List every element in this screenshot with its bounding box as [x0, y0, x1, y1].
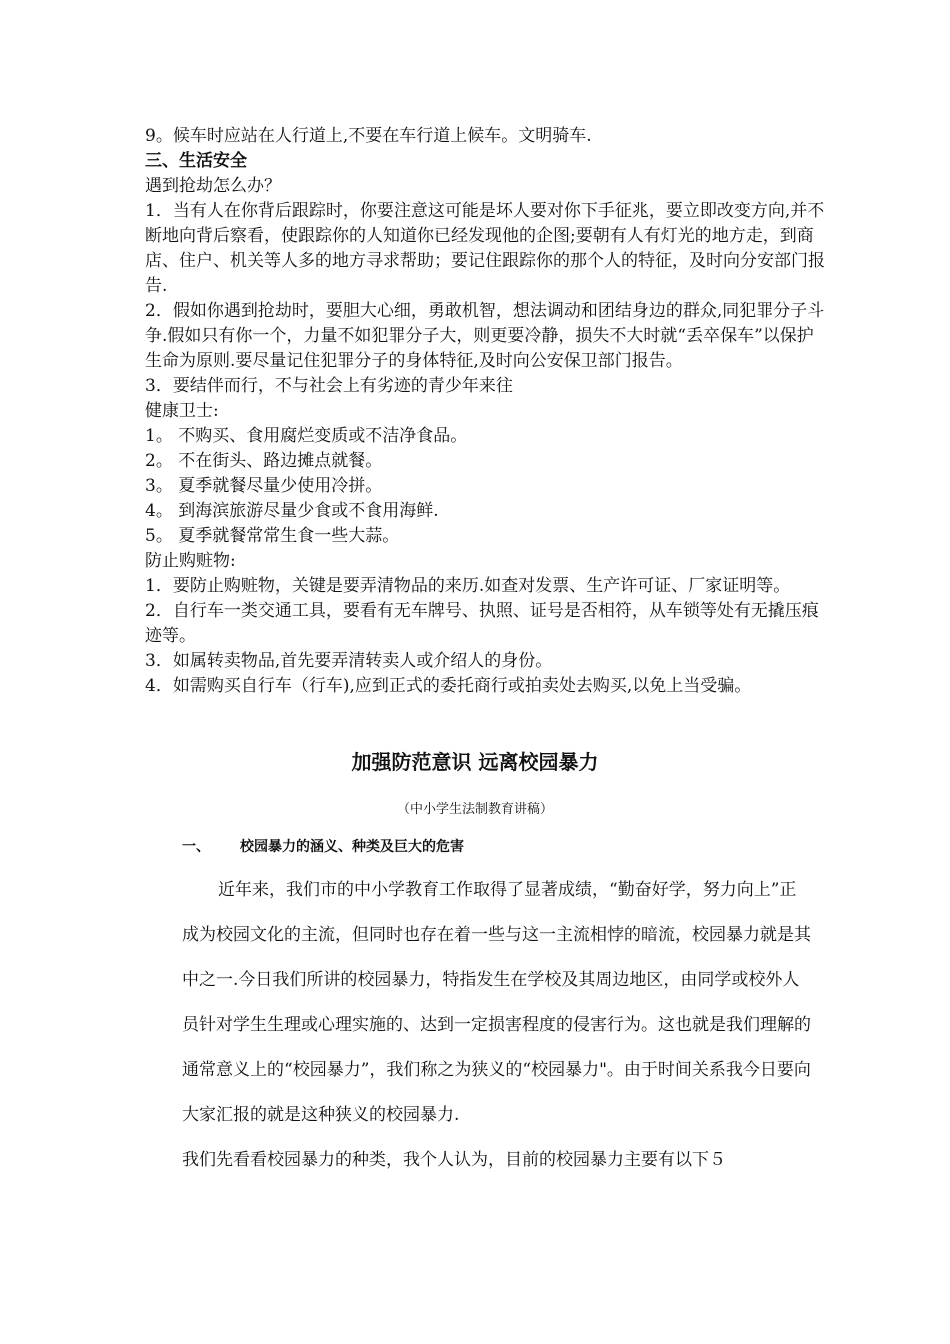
document-title: 加强防范意识 远离校园暴力	[351, 750, 599, 774]
document-subtitle: （中小学生法制教育讲稿）	[396, 802, 553, 817]
paragraph: 2．自行车一类交通工具，要看有无车牌号、执照、证号是否相符，从车锁等处有无撬压痕迹等。	[145, 601, 819, 646]
safety-guide-section	[145, 124, 825, 699]
lecture-body	[182, 868, 812, 1183]
paragraph: 近年来，我们市的中小学教育工作取得了显著成绩，“勤奋好学，努力向上”正成为校园文化的主流，但同时也存在着一些与这一主流相悖的暗流，校园暴力就是其中之一.今日我们所讲的校园暴力，特指发生在学校及其周边地区，由同学或校外人员针对学生生理或心理实施的、达到一定损害程度的侵害行为。这也就是我们理解的通常意义上的“校园暴力”，我们称之为狭义的“校园暴力"。由于时间关系我今日要向大家汇报的就是这种狭义的校园暴力.	[182, 880, 811, 1125]
section-heading: 三、生活安全	[145, 151, 247, 171]
paragraph: 1．当有人在你背后跟踪时，你要注意这可能是坏人要对你下手征兆，要立即改变方向,并不断地向背后察看，使跟踪你的人知道你已经发现他的企图;要朝有人有灯光的地方走，到商店、住户、机关等人多的地方寻求帮助；要记住跟踪你的那个人的特征，及时向分安部门报告.	[145, 201, 825, 296]
list-item: 5。 夏季就餐常常生食一些大蒜。	[145, 526, 400, 546]
paragraph: 4．如需购买自行车（行车),应到正式的委托商行或拍卖处去购买,以免上当受骗。	[145, 676, 752, 696]
list-item: 3。 夏季就餐尽量少使用冷拼。	[145, 476, 383, 496]
paragraph: 我们先看看校园暴力的种类，我个人认为，目前的校园暴力主要有以下５	[182, 1150, 726, 1170]
list-item: 2。 不在街头、路边摊点就餐。	[145, 451, 383, 471]
paragraph: 3．要结伴而行，不与社会上有劣迹的青少年来往	[145, 376, 513, 396]
subheading: 防止购赃物:	[145, 551, 236, 571]
subheading: 健康卫士:	[145, 401, 219, 421]
section-number: 一、	[182, 839, 210, 855]
subheading: 遇到抢劫怎么办？	[145, 176, 281, 196]
paragraph: 2．假如你遇到抢劫时，要胆大心细，勇敢机智，想法调动和团结身边的群众,同犯罪分子斗争.假如只有你一个，力量不如犯罪分子大，则更要冷静，损失不大时就“丢卒保车”以保护生命为原则.要尽量记住犯罪分子的身体特征,及时向公安保卫部门报告。	[145, 301, 825, 371]
section-title: 校园暴力的涵义、种类及巨大的危害	[240, 839, 464, 855]
list-item: 4。 到海滨旅游尽量少食或不食用海鲜.	[145, 501, 439, 521]
paragraph: 1．要防止购赃物，关键是要弄清物品的来历.如查对发票、生产许可证、厂家证明等。	[145, 576, 791, 596]
list-item: 1。 不购买、食用腐烂变质或不洁净食品。	[145, 426, 468, 446]
text-line: 9。候车时应站在人行道上,不要在车行道上候车。文明骑车.	[145, 126, 592, 146]
section-heading-one	[182, 836, 464, 856]
paragraph: 3．如属转卖物品,首先要弄清转卖人或介绍人的身份。	[145, 651, 553, 671]
